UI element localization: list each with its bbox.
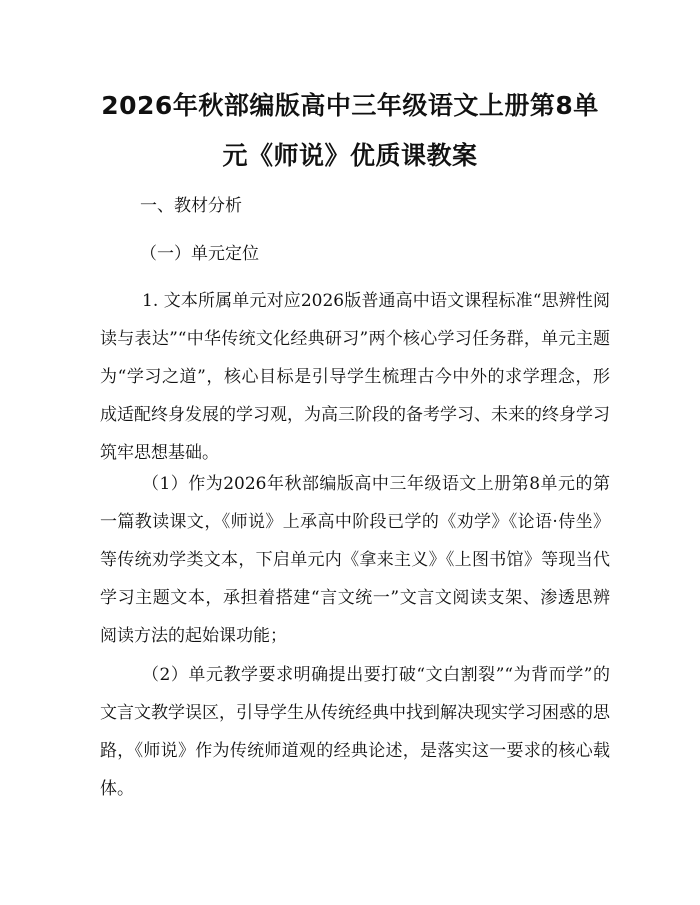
section-heading-textbook-analysis: 一、教材分析 — [140, 196, 242, 216]
document-title-line-1: 2026年秋部编版高中三年级语文上册第8单 — [101, 91, 599, 120]
subsection-heading-unit-positioning: （一）单元定位 — [140, 244, 259, 264]
paragraph-shishuo-role: （1）作为2026年秋部编版高中三年级语文上册第8单元的第一篇教读课文，《师说》上承高中阶段已学的《劝学》《论语·侍坐》等传统劝学类文本，下启单元内《拿来主义》《上图书馆》等现当代学习主题文本，承担着搭建“言文统一”文言文阅读支架、渗透思辨阅读方法的起始课功能； — [100, 474, 610, 646]
paragraph-teaching-requirements: （2）单元教学要求明确提出要打破“文白割裂”“为背而学”的文言文教学误区，引导学生从传统经典中找到解决现实学习困惑的思路，《师说》作为传统师道观的经典论述，是落实这一要求的核心载体。 — [100, 665, 610, 799]
paragraph-unit-standards: 1. 文本所属单元对应2026版普通高中语文课程标准“思辨性阅读与表达”“中华传统文化经典研习”两个核心学习任务群，单元主题为“学习之道”，核心目标是引导学生梳理古今中外的求学理念，形成适配终身发展的学习观，为高三阶段的备考学习、未来的终身学习筑牢思想基础。 — [100, 291, 610, 463]
document-title-line-2: 元《师说》优质课教案 — [222, 141, 478, 170]
